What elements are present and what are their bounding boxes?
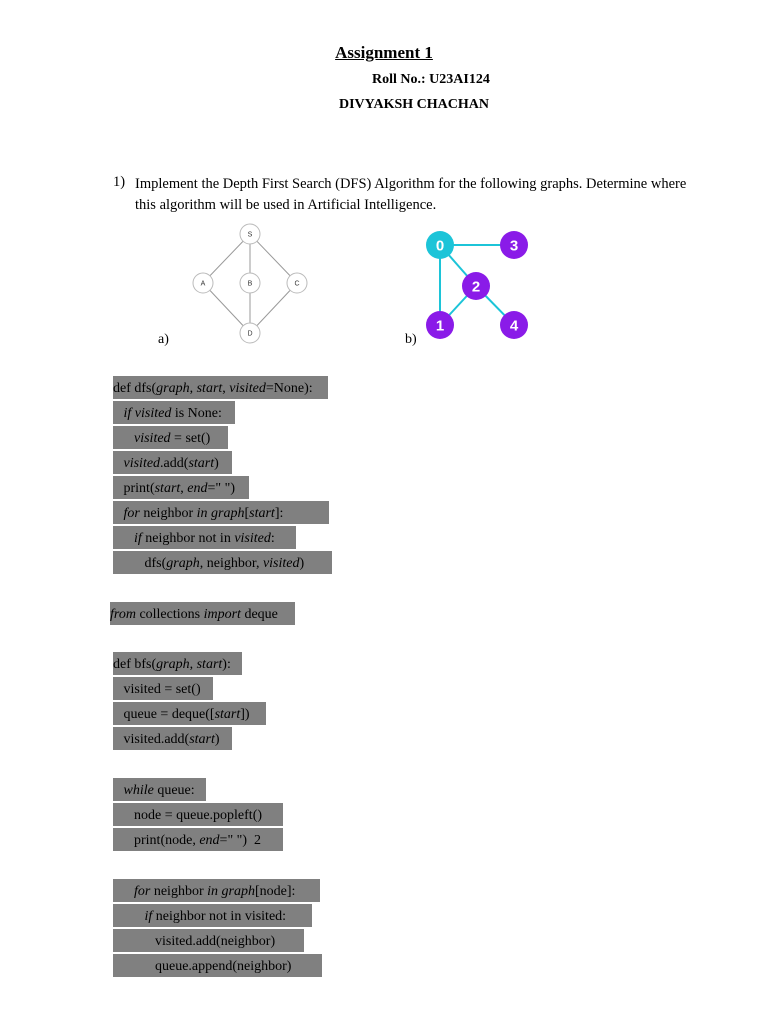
graph-b-caption: b) bbox=[405, 332, 417, 347]
code-line-bfs-1: def bfs(graph, start): bbox=[113, 652, 242, 675]
code-line-bfs-2: visited = set() bbox=[113, 677, 213, 700]
code-line-1: def dfs(graph, start, visited=None): bbox=[113, 376, 328, 399]
node-a-label: A bbox=[200, 280, 206, 288]
graph-a bbox=[185, 220, 315, 350]
code-line-import: from collections import deque bbox=[110, 602, 295, 625]
node-2-label: 2 bbox=[471, 278, 481, 296]
code-line-2: if visited is None: bbox=[113, 401, 235, 424]
code-line-bfs-9: if neighbor not in visited: bbox=[113, 904, 312, 927]
code-line-bfs-8: for neighbor in graph[node]: bbox=[113, 879, 320, 902]
question-text: Implement the Depth First Search (DFS) Algorithm for the following graphs. Determine where this algorithm will be used in Artificial Intelligence. bbox=[135, 176, 687, 213]
code-line-bfs-7: print(node, end=" ") 2 bbox=[113, 828, 283, 851]
code-line-5: print(start, end=" ") bbox=[113, 476, 249, 499]
graph-a-caption: a) bbox=[158, 332, 169, 347]
question-number: 1) bbox=[113, 174, 126, 190]
code-line-7: if neighbor not in visited: bbox=[113, 526, 296, 549]
node-0-label: 0 bbox=[435, 237, 445, 255]
node-b-label: B bbox=[247, 280, 253, 288]
node-4-label: 4 bbox=[509, 317, 519, 335]
code-line-3: visited = set() bbox=[113, 426, 228, 449]
code-line-6: for neighbor in graph[start]: bbox=[113, 501, 329, 524]
code-line-bfs-4: visited.add(start) bbox=[113, 727, 232, 750]
student-name: DIVYAKSH CHACHAN bbox=[339, 97, 490, 112]
code-line-bfs-11: queue.append(neighbor) bbox=[113, 954, 322, 977]
node-d-label: D bbox=[247, 330, 253, 338]
node-1-label: 1 bbox=[435, 317, 445, 335]
code-line-4: visited.add(start) bbox=[113, 451, 232, 474]
code-line-bfs-3: queue = deque([start]) bbox=[113, 702, 266, 725]
code-line-bfs-6: node = queue.popleft() bbox=[113, 803, 283, 826]
code-line-bfs-10: visited.add(neighbor) bbox=[113, 929, 304, 952]
code-line-8: dfs(graph, neighbor, visited) bbox=[113, 551, 332, 574]
code-line-bfs-5: while queue: bbox=[113, 778, 206, 801]
graph-b bbox=[420, 226, 540, 346]
assignment-title: Assignment 1 bbox=[335, 43, 433, 62]
roll-number: Roll No.: U23AI124 bbox=[372, 72, 490, 87]
node-s-label: S bbox=[247, 231, 253, 239]
node-3-label: 3 bbox=[509, 237, 519, 255]
node-c-label: C bbox=[294, 280, 300, 288]
